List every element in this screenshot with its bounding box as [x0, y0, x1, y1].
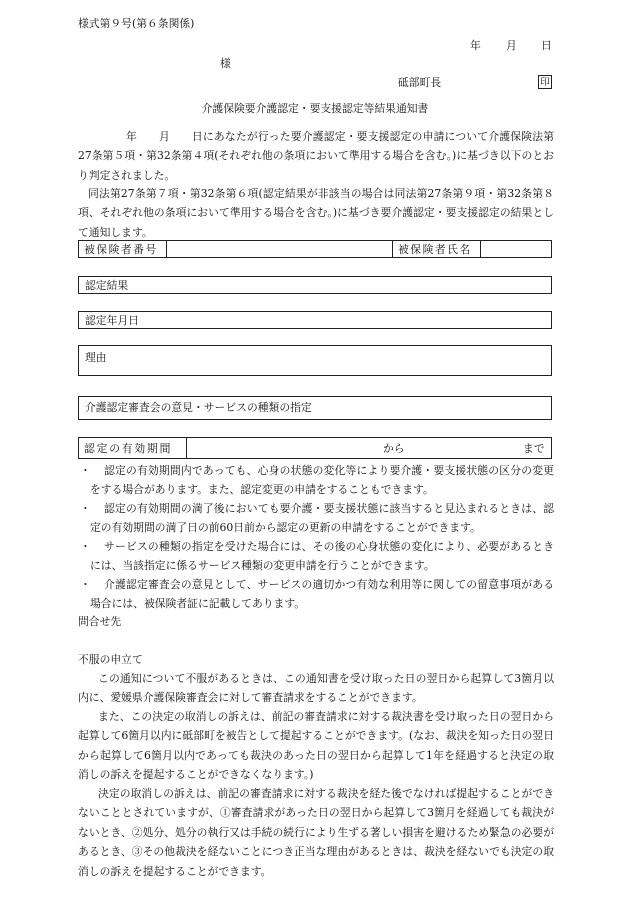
opinion-row [78, 396, 552, 420]
bullet-marker: ・ [80, 540, 91, 553]
note-text: サービスの種類の指定を受けた場合には、その後の心身状態の変化により、必要があるときには、当該指定に係るサービス種類の変更申請を行うことができます。 [90, 540, 554, 573]
bullet-marker: ・ [80, 464, 91, 477]
result-row [78, 276, 552, 294]
appeal-paragraph-2: また、この決定の取消しの訴えは、前記の審査請求に対する裁決書を受け取った日の翌日から起算して6箇月以内に砥部町を被告として提起することができます。(なお、裁決を知った日の翌日から起算して6箇月以内であっても裁決のあった日の翌日から起算して1年を経過すると決定の取消しの訴えを提起することができなくなります。) [78, 710, 554, 782]
validity-row [78, 437, 552, 459]
seal-mark: 印 [538, 75, 552, 89]
insured-number-label: 被保険者番号 [84, 243, 158, 256]
addressee-suffix: 様 [220, 57, 231, 70]
notice-paragraph: 同法第27条第７項・第32条第６項(認定結果が非該当の場合は同法第27条第９項・第32条第８項、それぞれ他の条項において準用する場合を含む。)に基づき要介護認定・要支援認定の結果として通知します。 [78, 187, 554, 239]
note-item [78, 537, 554, 576]
issuer-name: 砥部町長 [398, 76, 442, 89]
note-text: 認定の有効期間内であっても、心身の状態の変化等により要介護・要支援状態の区分の変更をする場合があります。また、認定変更の申請をすることもできます。 [90, 464, 554, 497]
appeal-heading: 不服の申立て [78, 653, 143, 666]
contact-label: 問合せ先 [78, 615, 122, 628]
appeal-paragraph-1: この通知について不服があるときは、この通知書を受け取った日の翌日から起算して3箇月以内に、愛媛県介護保険審査会に対して審査請求をすることができます。 [78, 672, 554, 705]
bullet-marker: ・ [80, 502, 91, 515]
reason-label: 理由 [85, 351, 107, 364]
validity-to-label: まで [523, 442, 545, 455]
date-row [78, 311, 552, 329]
insured-number-field [167, 241, 393, 257]
validity-from-label: から [383, 442, 405, 455]
validity-label: 認定の有効期間 [84, 442, 173, 455]
note-item [78, 575, 554, 614]
date-year: 年 [470, 39, 481, 52]
bullet-marker: ・ [80, 578, 91, 591]
certification-date-label: 認定年月日 [85, 314, 139, 327]
intro-paragraph: 年 月 日にあなたが行った要介護認定・要支援認定の申請について介護保険法第27条第５項・第32条第４項(それぞれ他の条項において準用する場合を含む。)に基づき以下のとおり判定されました。 [78, 130, 554, 182]
appeal-paragraph-3: 決定の取消しの訴えは、前記の審査請求に対する裁決を経た後でなければ提起することができないこととされていますが、①審査請求があった日の翌日から起算して3箇月を経過しても裁決がないとき、②処分、処分の執行又は手続の続行により生ずる著しい損害を避けるため緊急の必要があるとき、③その他裁決を経ないことにつき正当な理由があるときは、裁決を経ないでも決定の取消しの訴えを提起することができます。 [78, 787, 554, 878]
reason-row [78, 345, 552, 376]
date-day: 日 [541, 39, 552, 52]
result-label: 認定結果 [85, 279, 129, 292]
document-title: 介護保険要介護認定・要支援認定等結果通知書 [201, 102, 429, 115]
opinion-label: 介護認定審査会の意見・サービスの種類の指定 [85, 401, 312, 414]
date-month: 月 [506, 39, 517, 52]
insured-name-label: 被保険者氏名 [398, 243, 472, 256]
note-text: 介護認定審査会の意見として、サービスの適切かつ有効な利用等に関しての留意事項がある場合には、被保険者証に記載してあります。 [90, 578, 554, 611]
note-text: 認定の有効期間の満了後においても要介護・要支援状態に該当すると見込まれるときは、認定の有効期間の満了日の前60日前から認定の更新の申請をすることができます。 [90, 502, 554, 535]
insured-row [78, 240, 552, 258]
note-item [78, 461, 554, 500]
note-item [78, 499, 554, 538]
form-number: 様式第９号(第６条関係) [78, 17, 195, 30]
